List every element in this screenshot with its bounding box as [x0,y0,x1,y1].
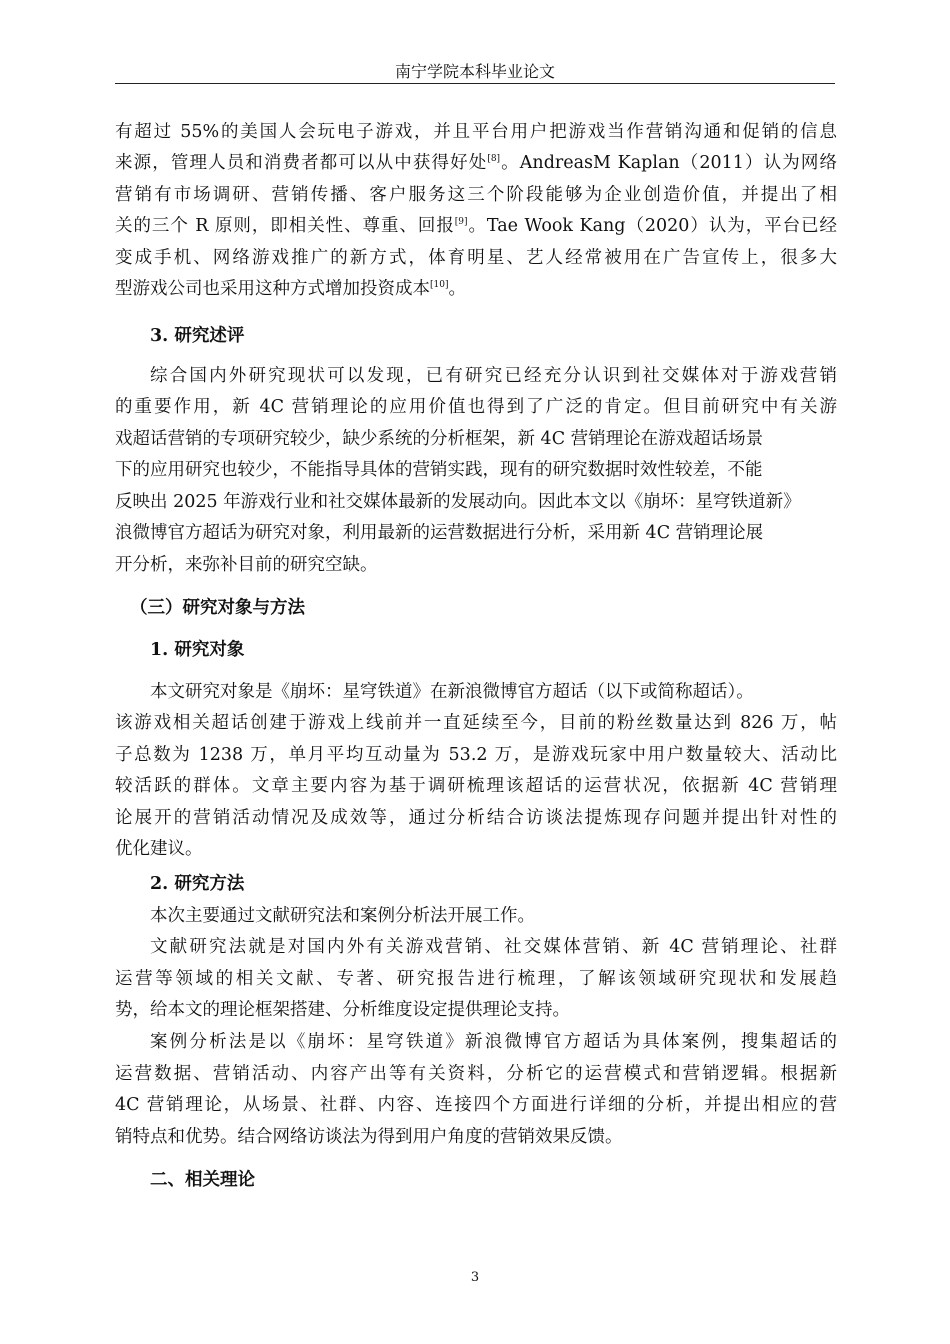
citation-mark: [10] [430,280,449,290]
text-line: 文献研究法就是对国内外有关游戏营销、社交媒体营销、新 4C 营销理论、社群 [150,937,837,957]
text-line: 论展开的营销活动情况及成效等，通过分析结合访谈法提炼现存问题并提出针对性的 [115,808,837,828]
text-line: 综合国内外研究现状可以发现，已有研究已经充分认识到社交媒体对于游戏营销 [150,366,837,386]
text-line: 运营等领域的相关文献、专著、研究报告进行梳理，了解该领域研究现状和发展趋 [115,969,837,989]
text-line: 该游戏相关超话创建于游戏上线前并一直延续至今，目前的粉丝数量达到 826 万，帖 [115,713,837,733]
citation-mark: [9] [454,217,468,227]
text-line: 案例分析法是以《崩坏：星穹铁道》新浪微博官方超话为具体案例，搜集超话的 [150,1032,837,1052]
text-line: 本文研究对象是《崩坏：星穹铁道》在新浪微博官方超话（以下或简称超话）。 [150,682,754,702]
text-line: 浪微博官方超话为研究对象，利用最新的运营数据进行分析，采用新 4C 营销理论展 [115,523,764,543]
text-line: 较活跃的群体。文章主要内容为基于调研梳理该超话的运营状况，依据新 4C 营销理 [115,776,837,796]
text-line: 下的应用研究也较少，不能指导具体的营销实践，现有的研究数据时效性较差，不能 [115,460,763,480]
citation-mark: [8] [487,154,501,164]
text-line: 的重要作用，新 4C 营销理论的应用价值也得到了广泛的肯定。但目前研究中有关游 [115,397,837,417]
text-line: 4C 营销理论，从场景、社群、内容、连接四个方面进行详细的分析，并提出相应的营 [115,1095,837,1115]
section-heading: 1. 研究对象 [150,640,245,660]
text-line: 开分析，来弥补目前的研究空缺。 [115,555,378,575]
text-line: 营销有市场调研、营销传播、客户服务这三个阶段能够为企业创造价值，并提出了相 [115,185,837,205]
text-line: 销特点和优势。结合网络访谈法为得到用户角度的营销效果反馈。 [115,1127,623,1147]
running-header: 南宁学院本科毕业论文 [394,62,555,81]
text-line: 来源，管理人员和消费者都可以从中获得好处[8]。AndreasM Kaplan（2011）认为网络 [115,153,837,173]
header-rule [115,83,835,84]
text-line: 关的三个 R 原则，即相关性、尊重、回报[9]。Tae Wook Kang（2020）认为，平台已经 [115,216,837,236]
text-line: 运营数据、营销活动、内容产出等有关资料，分析它的运营模式和营销逻辑。根据新 [115,1064,837,1084]
text-line: 变成手机、网络游戏推广的新方式，体育明星、艺人经常被用在广告宣传上，很多大 [115,248,837,268]
section-heading: 2. 研究方法 [150,874,245,894]
section-heading: （三）研究对象与方法 [130,598,305,618]
text-line: 优化建议。 [115,839,203,859]
text-line: 戏超话营销的专项研究较少，缺少系统的分析框架，新 4C 营销理论在游戏超话场景 [115,429,764,449]
section-heading: 3. 研究述评 [150,326,245,346]
chapter-heading: 二、相关理论 [150,1170,255,1190]
text-line: 子总数为 1238 万，单月平均互动量为 53.2 万，是游戏玩家中用户数量较大、活动比 [115,745,837,765]
text-line: 本次主要通过文献研究法和案例分析法开展工作。 [150,906,535,926]
page-number: 3 [470,1270,480,1285]
text-line: 势，给本文的理论框架搭建、分析维度设定提供理论支持。 [115,1000,570,1020]
text-line: 型游戏公司也采用这种方式增加投资成本[10]。 [115,279,466,299]
text-line: 有超过 55%的美国人会玩电子游戏，并且平台用户把游戏当作营销沟通和促销的信息 [115,122,837,142]
text-line: 反映出 2025 年游戏行业和社交媒体最新的发展动向。因此本文以《崩坏：星穹铁道新》 [115,492,801,512]
